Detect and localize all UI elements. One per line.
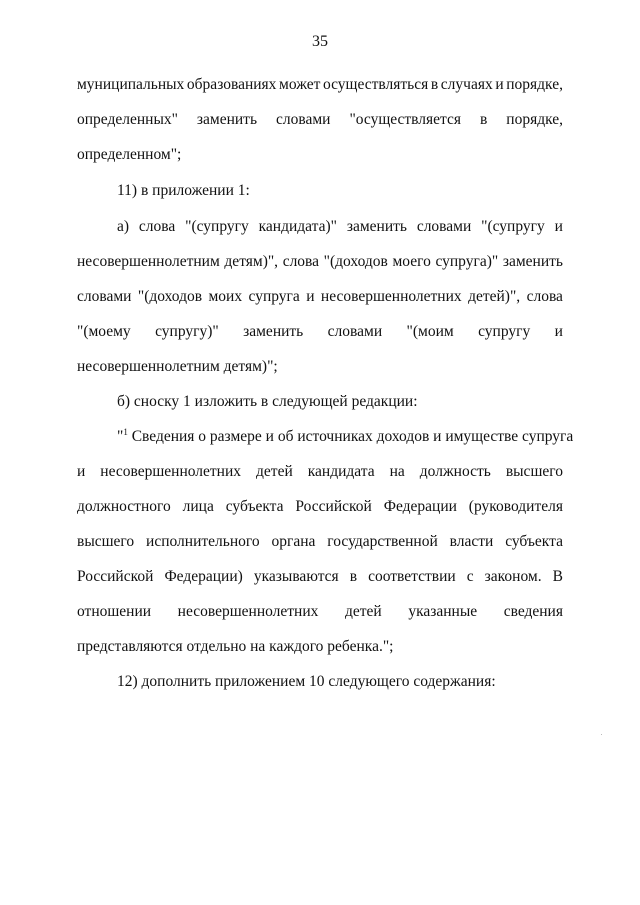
word: порядке, — [506, 76, 563, 93]
word: и — [554, 323, 563, 340]
word: на — [389, 463, 405, 480]
word: словами — [327, 323, 383, 340]
word: случаях — [440, 76, 493, 93]
word: высшего — [505, 463, 563, 480]
text-line-13 — [77, 497, 563, 517]
word: несовершеннолетних — [320, 288, 462, 305]
word: сведения — [503, 603, 563, 620]
item-12-heading: 12) дополнить приложением 10 следующего содержания: — [117, 673, 496, 690]
word: и — [495, 76, 504, 93]
word: высшего — [77, 533, 135, 550]
word: заменить — [502, 253, 563, 270]
word: субъекта — [225, 498, 284, 515]
word: Федерации — [383, 498, 457, 515]
word: власти — [449, 533, 494, 550]
word: порядке, — [506, 111, 563, 128]
text-line-5 — [117, 217, 563, 237]
text-line-7 — [77, 287, 563, 307]
word: в — [479, 111, 488, 128]
word: супруга — [248, 288, 300, 305]
word: моего — [392, 253, 431, 270]
word: детей)", — [468, 288, 521, 305]
footnote-marker: 1 — [123, 426, 128, 437]
text-line-1 — [77, 75, 563, 95]
word: осуществляться — [323, 76, 429, 93]
word: указанные — [408, 603, 478, 620]
word: супруга)" — [435, 253, 499, 270]
word: детей — [345, 603, 382, 620]
word: супругу — [478, 323, 531, 340]
word: с — [466, 568, 474, 585]
word: определенных" — [77, 111, 178, 128]
word: "(доходов — [323, 253, 388, 270]
text-line-6 — [77, 252, 563, 272]
word: словами — [416, 218, 472, 235]
word: должность — [419, 463, 491, 480]
word: Федерации) — [164, 568, 243, 585]
word: Российской — [77, 568, 154, 585]
word: детям)", — [224, 253, 279, 270]
word: В — [552, 568, 563, 585]
text-line-14 — [77, 532, 563, 552]
word: а) — [117, 218, 130, 235]
word: и — [306, 288, 315, 305]
word: Российской — [295, 498, 372, 515]
word: "(доходов — [137, 288, 203, 305]
word: и — [554, 218, 563, 235]
word: несовершеннолетних — [100, 463, 242, 480]
quote-mark: " — [117, 428, 124, 445]
word: моих — [208, 288, 243, 305]
word: отношении — [77, 603, 152, 620]
word: слова — [282, 253, 320, 270]
word: и — [77, 463, 86, 480]
word: заменить — [196, 111, 258, 128]
text-line-8 — [77, 322, 563, 342]
word: словами — [276, 111, 331, 128]
text-line-16 — [77, 602, 563, 622]
text-line-2 — [77, 110, 563, 130]
text-line-12 — [77, 462, 563, 482]
word: "(супругу — [185, 218, 249, 235]
page-number: 35 — [312, 33, 328, 50]
word: муниципальных — [77, 76, 185, 93]
text-line-15 — [77, 567, 563, 587]
text-line-17: представляются отдельно на каждого ребенка."; — [77, 638, 394, 655]
word: лица — [182, 498, 214, 515]
word: в — [430, 76, 439, 93]
text-line-9: несовершеннолетним детям)"; — [77, 358, 278, 375]
footnote-first-line — [117, 426, 574, 447]
scan-speck — [601, 734, 602, 735]
word: "(моему — [77, 323, 131, 340]
item-11-heading: 11) в приложении 1: — [117, 182, 250, 199]
word: заменить — [243, 323, 304, 340]
word: исполнительного — [146, 533, 260, 550]
word: "(моим — [406, 323, 454, 340]
word: законом. — [484, 568, 542, 585]
footnote-text: Сведения о размере и об источниках доходов и имуществе супруга — [127, 428, 574, 445]
word: может — [279, 76, 321, 93]
word: слова — [526, 288, 563, 305]
word: "(супругу — [481, 218, 545, 235]
text-line-3: определенном"; — [77, 146, 182, 163]
word: несовершеннолетних — [177, 603, 319, 620]
word: кандидата)" — [258, 218, 337, 235]
word: соответствии — [368, 568, 456, 585]
word: образованиях — [186, 76, 277, 93]
word: органа — [271, 533, 316, 550]
word: несовершеннолетним — [77, 253, 220, 270]
item-b-heading: б) сноску 1 изложить в следующей редакции: — [117, 393, 418, 410]
word: субъекта — [505, 533, 563, 550]
word: должностного — [77, 498, 171, 515]
word: указываются — [253, 568, 339, 585]
word: государственной — [327, 533, 438, 550]
word: слова — [138, 218, 176, 235]
word: детей — [256, 463, 293, 480]
word: супругу)" — [155, 323, 219, 340]
word: заменить — [346, 218, 407, 235]
word: "осуществляется — [349, 111, 462, 128]
word: кандидата — [307, 463, 375, 480]
word: (руководителя — [468, 498, 563, 515]
word: словами — [77, 288, 132, 305]
word: в — [349, 568, 358, 585]
